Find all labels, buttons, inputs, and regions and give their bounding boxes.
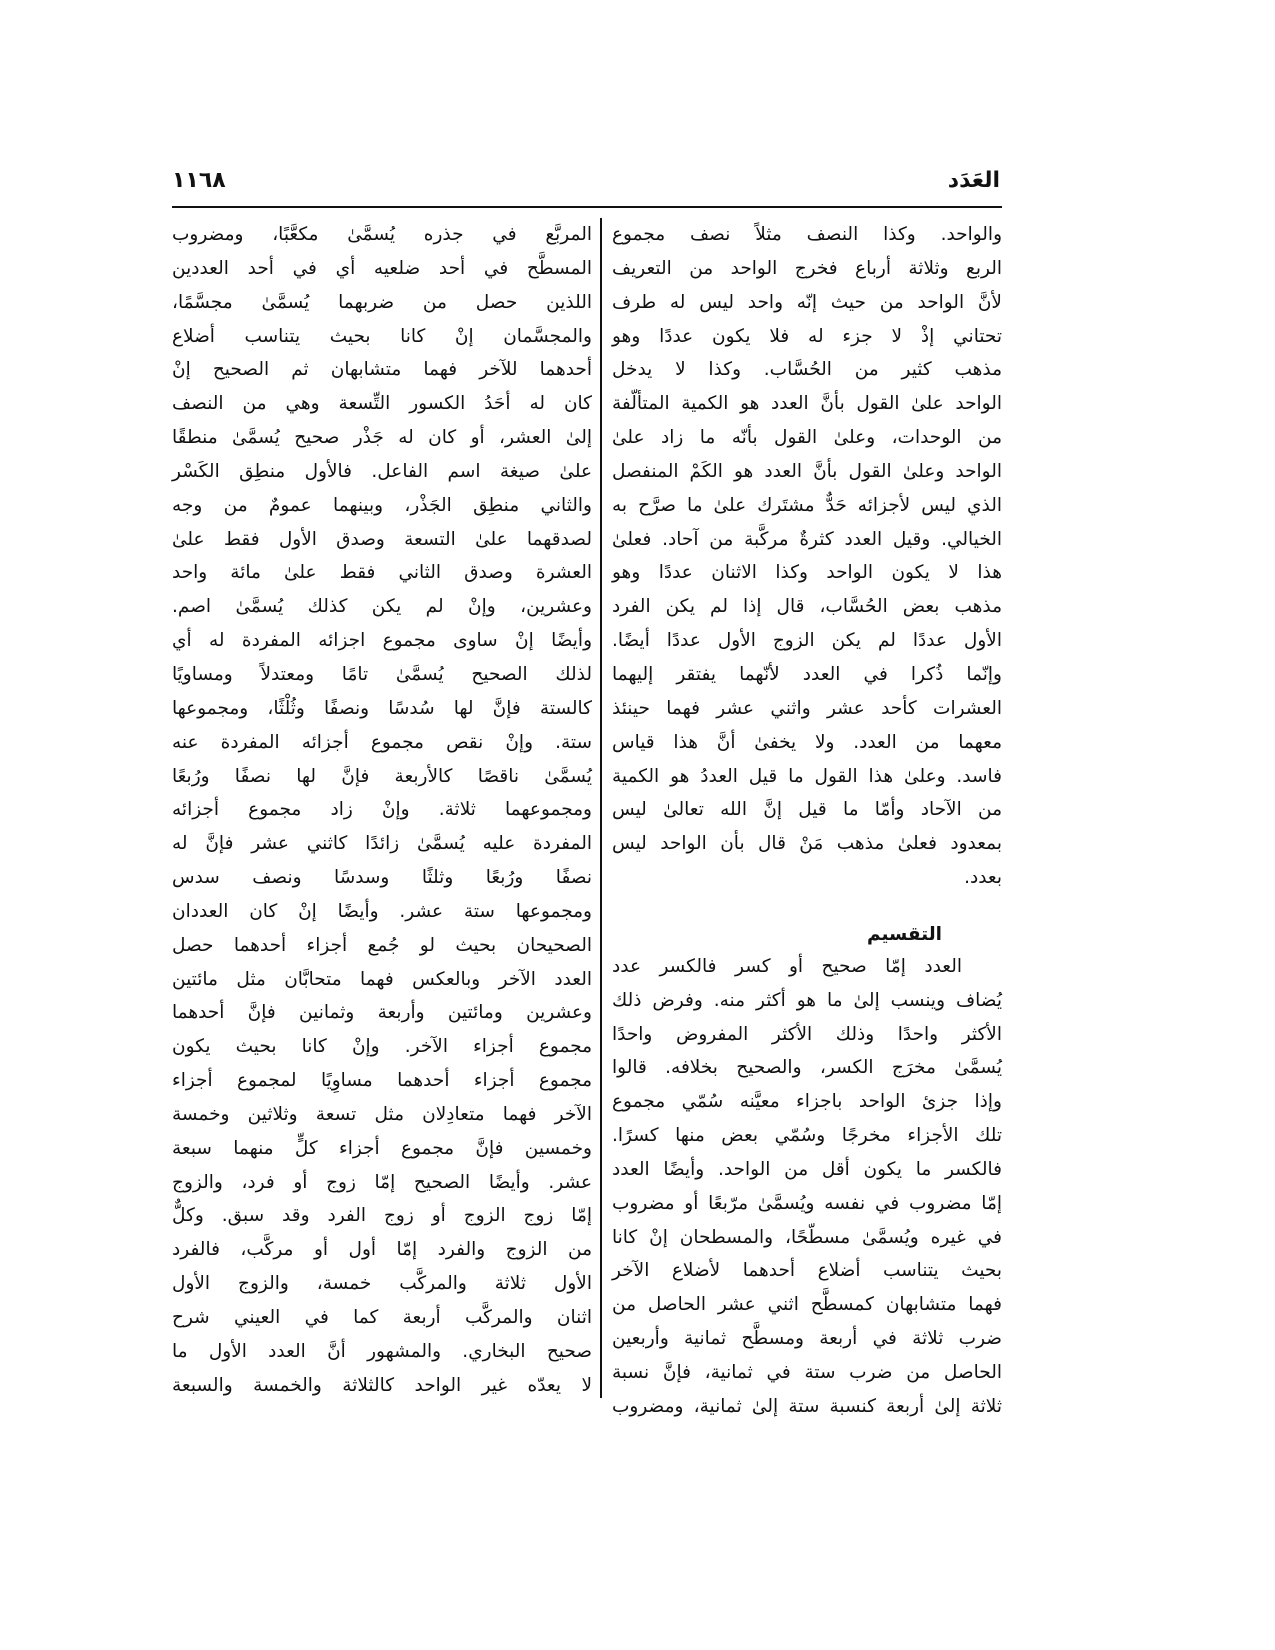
text-line: بعدد.	[964, 867, 1002, 889]
text-line: بحيث يتناسب أضلاع أحدهما لأضلاع الآخر	[612, 1260, 1002, 1282]
text-line: وإذا جزئ الواحد باجزاء معيَّنه سُمّي مجموع	[612, 1091, 1002, 1113]
text-line: إمّا مضروب في نفسه ويُسمَّىٰ مرّبعًا أو مضروب	[612, 1192, 1002, 1214]
text-line: فالكسر ما يكون أقل من الواحد. وأيضًا العدد	[612, 1158, 1002, 1180]
text-line: لأنَّ الواحد من حيث إنّه واحد ليس له طرف	[612, 291, 1002, 313]
text-line: فاسد. وعلىٰ هذا القول ما قيل العددُ هو الكمية	[612, 765, 1002, 787]
text-line: العشرة وصدق الثاني فقط علىٰ مائة واحد	[172, 562, 592, 584]
text-line: يُسمَّىٰ ناقصًا كالأربعة فإنَّ لها نصفًا ورُبعًا	[172, 765, 592, 787]
text-line: معهما من العدد. ولا يخفىٰ أنَّ هذا قياس	[612, 731, 1002, 753]
text-line: كالستة فإنَّ لها سُدسًا ونصفًا وثُلْثًا، ومجموعها	[172, 697, 592, 719]
text-line: الصحيحان بحيث لو جُمع أجزاء أحدهما حصل	[172, 934, 592, 956]
text-line: إمّا زوج الزوج أو زوج الفرد وقد سبق. وكلٌّ	[172, 1205, 592, 1227]
right-column	[612, 218, 1002, 1424]
text-line: عشر. وأيضًا الصحيح إمّا زوج أو فرد، والزوج	[172, 1171, 592, 1193]
text-line: الأكثر واحدًا وذلك الأكثر المفروض واحدًا	[612, 1023, 1002, 1045]
text-line: بمعدود فعلىٰ مذهب مَنْ قال بأن الواحد ليس	[612, 833, 1002, 855]
text-line: العدد الآخر وبالعكس فهما متحابَّان مثل مائتين	[172, 968, 592, 990]
text-line: العدد إمّا صحيح أو كسر فالكسر عدد	[612, 955, 962, 977]
text-line: وأيضًا إنْ ساوى مجموع اجزائه المفردة له أي	[172, 630, 592, 652]
paragraph-continued	[172, 218, 592, 1403]
text-line: الحاصل من ضرب ستة في ثمانية، فإنَّ نسبة	[612, 1362, 1002, 1383]
text-line: المفردة عليه يُسمَّىٰ زائدًا كاثني عشر فإنَّ له	[172, 833, 592, 855]
text-line: الخيالي. وقيل العدد كثرةٌ مركَّبة من آحاد. فعلىٰ	[612, 528, 1002, 550]
text-line: يُضاف وينسب إلىٰ ما هو أكثر منه. وفرض ذلك	[612, 989, 1002, 1011]
text-line: اللذين حصل من ضربهما يُسمَّىٰ مجسَّمًا،	[172, 291, 592, 313]
text-line: هذا لا يكون الواحد وكذا الاثنان عددًا وهو	[612, 562, 1002, 584]
text-line: ثلاثة إلىٰ أربعة كنسبة ستة إلىٰ ثمانية، ومضروب	[612, 1395, 1002, 1417]
text-line: تحتاني إذْ لا جزء له فلا يكون عددًا وهو	[612, 325, 1002, 347]
left-column	[172, 218, 592, 1403]
text-line: الآخر فهما متعادِلان مثل تسعة وثلاثين وخمسة	[172, 1103, 592, 1125]
text-line: يُسمَّىٰ مخرَج الكسر، والصحيح بخلافه. قالوا	[612, 1057, 1002, 1079]
text-line: الواحد وعلىٰ القول بأنَّ العدد هو الكَمْ المنفصل	[612, 460, 1002, 482]
text-line: كان له أحَدُ الكسور التِّسعة وهي من النصف	[172, 393, 592, 415]
text-line: صحيح البخاري. والمشهور أنَّ العدد الأول ما	[172, 1340, 592, 1362]
text-line: أحدهما للآخر فهما متشابهان ثم الصحيح إنْ	[172, 359, 592, 381]
text-line: لصدقهما علىٰ التسعة وصدق الأول فقط علىٰ	[172, 528, 592, 550]
column-divider	[600, 218, 602, 1398]
text-line: والواحد. وكذا النصف مثلاً نصف مجموع	[612, 224, 1002, 245]
text-line: من الوحدات، وعلىٰ القول بأنّه ما زاد علىٰ	[612, 427, 1002, 449]
text-line: وعشرين، وإنْ لم يكن كذلك يُسمَّىٰ اصم.	[172, 596, 592, 618]
text-line: لا يعدّه غير الواحد كالثلاثة والخمسة والسبعة	[172, 1374, 592, 1396]
text-line: والثاني منطِق الجَذْر، وبينهما عمومٌ من وجه	[172, 494, 592, 516]
text-line: ستة. وإنْ نقص مجموع أجزائه المفردة عنه	[172, 731, 592, 753]
text-line: فهما متشابهان كمسطَّح اثني عشر الحاصل من	[612, 1294, 1002, 1316]
header-rule	[172, 206, 1002, 208]
text-line: المسطَّح في أحد ضلعيه أي في أحد العددين	[172, 257, 592, 279]
text-line: من الآحاد وأمّا ما قيل إنَّ الله تعالىٰ ليس	[612, 799, 1002, 821]
text-line: في غيره ويُسمَّىٰ مسطّحًا، والمسطحان إنْ كانا	[612, 1226, 1002, 1248]
text-line: مجموع أجزاء أحدهما مساوِيًا لمجموع أجزاء	[172, 1070, 592, 1092]
text-line: الأول ثلاثة والمركَّب خمسة، والزوج الأول	[172, 1273, 592, 1295]
text-line: ومجموعهما ثلاثة. وإنْ زاد مجموع أجزائه	[172, 799, 592, 821]
paragraph-definition	[612, 218, 1002, 895]
text-line: والمجسَّمان إنْ كانا بحيث يتناسب أضلاع	[172, 325, 592, 347]
page-number: ١١٦٨	[172, 168, 226, 193]
text-line: من الزوج والفرد إمّا أول أو مركَّب، فالفرد	[172, 1239, 592, 1261]
text-line: مذهب بعض الحُسَّاب، قال إذا لم يكن الفرد	[612, 596, 1002, 618]
text-line: وعشرين ومائتين وأربعة وثمانين فإنَّ أحدهما	[172, 1002, 592, 1024]
text-line: مجموع أجزاء الآخر. وإنْ كانا بحيث يكون	[172, 1036, 592, 1058]
text-line: المربَّع في جذره يُسمَّىٰ مكعَّبًا، ومضروب	[172, 224, 592, 245]
text-line: علىٰ صيغة اسم الفاعل. فالأول منطِق الكَسْر	[172, 460, 592, 482]
text-line: الأول عددًا لم يكن الزوج الأول عددًا أيضًا.	[612, 630, 1002, 652]
text-line: العشرات كأحد عشر واثني عشر فهما حينئذ	[612, 697, 1002, 719]
text-line: إلىٰ العشر، أو كان له جَذْر صحيح يُسمَّىٰ منطقًا	[172, 427, 592, 449]
text-line: لذلك الصحيح يُسمَّىٰ تامًا ومعتدلاً ومساويًا	[172, 663, 592, 685]
section-heading: التقسيم	[866, 923, 942, 945]
text-line: الواحد علىٰ القول بأنَّ العدد هو الكمية المتألّفة	[612, 393, 1002, 415]
text-line: وخمسين فإنَّ مجموع أجزاء كلٍّ منهما سبعة	[172, 1137, 592, 1159]
text-line: ضرب ثلاثة في أربعة ومسطَّح ثمانية وأربعين	[612, 1328, 1002, 1350]
text-line: مذهب كثير من الحُسَّاب. وكذا لا يدخل	[612, 359, 1002, 381]
text-line: تلك الأجزاء مخرجًا وسُمّي بعض منها كسرًا.	[612, 1125, 1002, 1147]
text-line: ومجموعها ستة عشر. وأيضًا إنْ كان العددان	[172, 900, 592, 922]
text-line: نصفًا ورُبعًا وثلثًا وسدسًا ونصف سدس	[172, 867, 592, 889]
running-header-title: العَدَد	[947, 168, 1000, 193]
paragraph-classification	[612, 950, 1002, 1424]
text-line: الربع وثلاثة أرباع فخرج الواحد من التعريف	[612, 257, 1002, 279]
text-line: وإنّما ذُكرا في العدد لأنّهما يفتقر إليهما	[612, 663, 1002, 685]
text-line: اثنان والمركَّب أربعة كما في العيني شرح	[172, 1307, 592, 1328]
text-line: الذي ليس لأجزائه حَدٌّ مشتَرك علىٰ ما صرَّح به	[612, 494, 1002, 516]
